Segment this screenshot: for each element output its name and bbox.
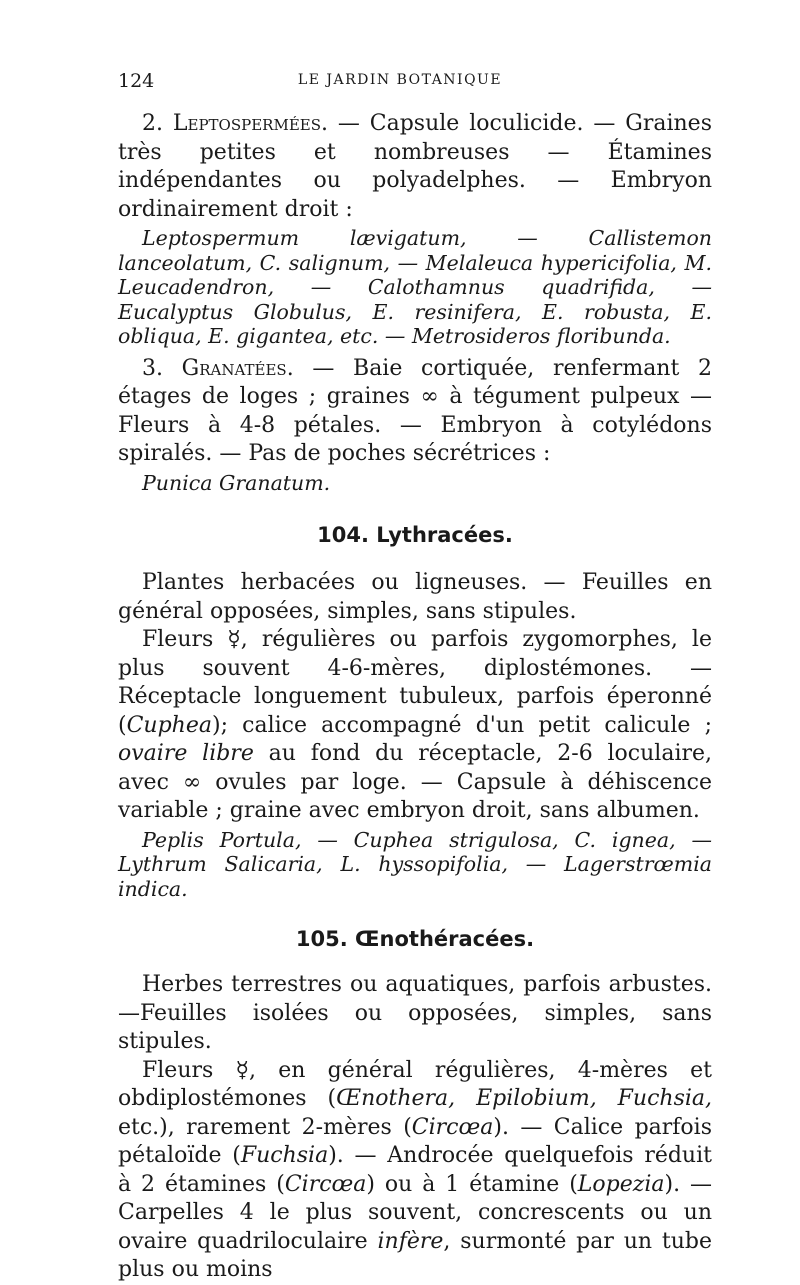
granatees-paragraph bbox=[118, 355, 712, 469]
lythracees-text-a: Fleurs ☿, régulières ou parfois zygomorphes, le plus souvent 4-6-mères, diplostémones. — Réceptacle longuement tubuleux, parfois éperonné ( bbox=[118, 627, 712, 738]
lythracees-ovaire-libre: ovaire libre bbox=[118, 741, 254, 766]
leptospermees-text: — Capsule loculicide. — Graines très petites et nombreuses — Étamines indépendantes ou polyadelphes. — Embryon ordinairement droit : bbox=[118, 111, 712, 222]
oeno-text-e: ) ou à 1 étamine ( bbox=[366, 1171, 578, 1197]
granatees-name: Granatées. bbox=[181, 355, 294, 381]
leptospermees-number: 2. bbox=[142, 111, 163, 136]
oenotheracees-heading: 105. Œnothéracées. bbox=[295, 927, 535, 951]
lythracees-text-b: ); calice accompagné d'un petit calicule ; bbox=[211, 712, 712, 738]
oeno-circaea-2: Circœa bbox=[284, 1171, 367, 1197]
granatees-number: 3. bbox=[142, 355, 163, 381]
leptospermees-name: Leptospermées. bbox=[172, 111, 328, 136]
lythracees-species: Peplis Portula, — Cuphea strigulosa, C. ignea, — Lythrum Salicaria, L. hyssopifolia, — Lagerstrœmia indica. bbox=[118, 827, 712, 901]
oenotheracees-paragraph-2 bbox=[118, 1057, 712, 1285]
oeno-text-b: etc.), rarement 2-mères ( bbox=[118, 1114, 412, 1140]
lythracees-text-c: au fond du réceptacle, 2-6 loculaire, avec ∞ ovules par loge. — Capsule à déhiscence variable ; graine avec embryon droit, sans albumen. bbox=[118, 741, 713, 823]
oeno-genera: Œnothera, Epilobium, Fuchsia, bbox=[336, 1086, 712, 1111]
oeno-text-d: ). — Androcée quelquefois réduit à 2 étamines ( bbox=[118, 1143, 712, 1197]
lythracees-heading: 104. Lythracées. bbox=[317, 523, 513, 547]
oeno-lopezia: Lopezia bbox=[577, 1171, 665, 1197]
running-title: LE JARDIN BOTANIQUE bbox=[297, 72, 503, 88]
page-number: 124 bbox=[118, 70, 155, 92]
oeno-text-c: ). — Calice parfois pétaloïde ( bbox=[118, 1114, 712, 1168]
oenotheracees-paragraph-1: Herbes terrestres ou aquatiques, parfois arbustes. —Feuilles isolées ou opposées, simples, sans stipules. bbox=[118, 972, 712, 1054]
running-head bbox=[0, 70, 800, 98]
lythracees-paragraph-1: Plantes herbacées ou ligneuses. — Feuilles en général opposées, simples, sans stipules. bbox=[118, 570, 712, 624]
oeno-text-f: ). — Carpelles 4 le plus souvent, concrescents ou un ovaire quadriloculaire bbox=[118, 1171, 712, 1254]
granatees-text: — Baie cortiquée, renfermant 2 étages de loges ; graines ∞ à tégument pulpeux — Fleurs à 4-8 pétales. — Embryon à cotylédons spiralés. — Pas de poches sécrétrices : bbox=[118, 355, 712, 466]
lythracees-cuphea: Cuphea bbox=[126, 712, 212, 738]
lythracees-paragraph-2 bbox=[118, 626, 712, 826]
body-text bbox=[118, 110, 712, 1285]
granatees-species: Punica Granatum. bbox=[142, 470, 331, 495]
oeno-circaea: Circœa bbox=[411, 1114, 494, 1140]
oeno-infere: infère bbox=[377, 1228, 444, 1254]
oeno-fuchsia: Fuchsia bbox=[240, 1143, 329, 1168]
leptospermees-paragraph bbox=[118, 110, 712, 224]
oeno-text-g: , surmonté par un tube plus ou moins bbox=[118, 1228, 712, 1282]
oeno-text-a: Fleurs ☿, en général régulières, 4-mères et obdiplostémones ( bbox=[118, 1057, 712, 1111]
leptospermees-species: Leptospermum lævigatum, — Callistemon lanceolatum, C. salignum, — Melaleuca hypericifolia, M. Leucadendron, — Calothamnus quadrifida, — Eucalyptus Globulus, E. resinifera, E. robusta, E. obliqua, E. gigantea, etc. — Metrosideros floribunda. bbox=[118, 226, 712, 348]
